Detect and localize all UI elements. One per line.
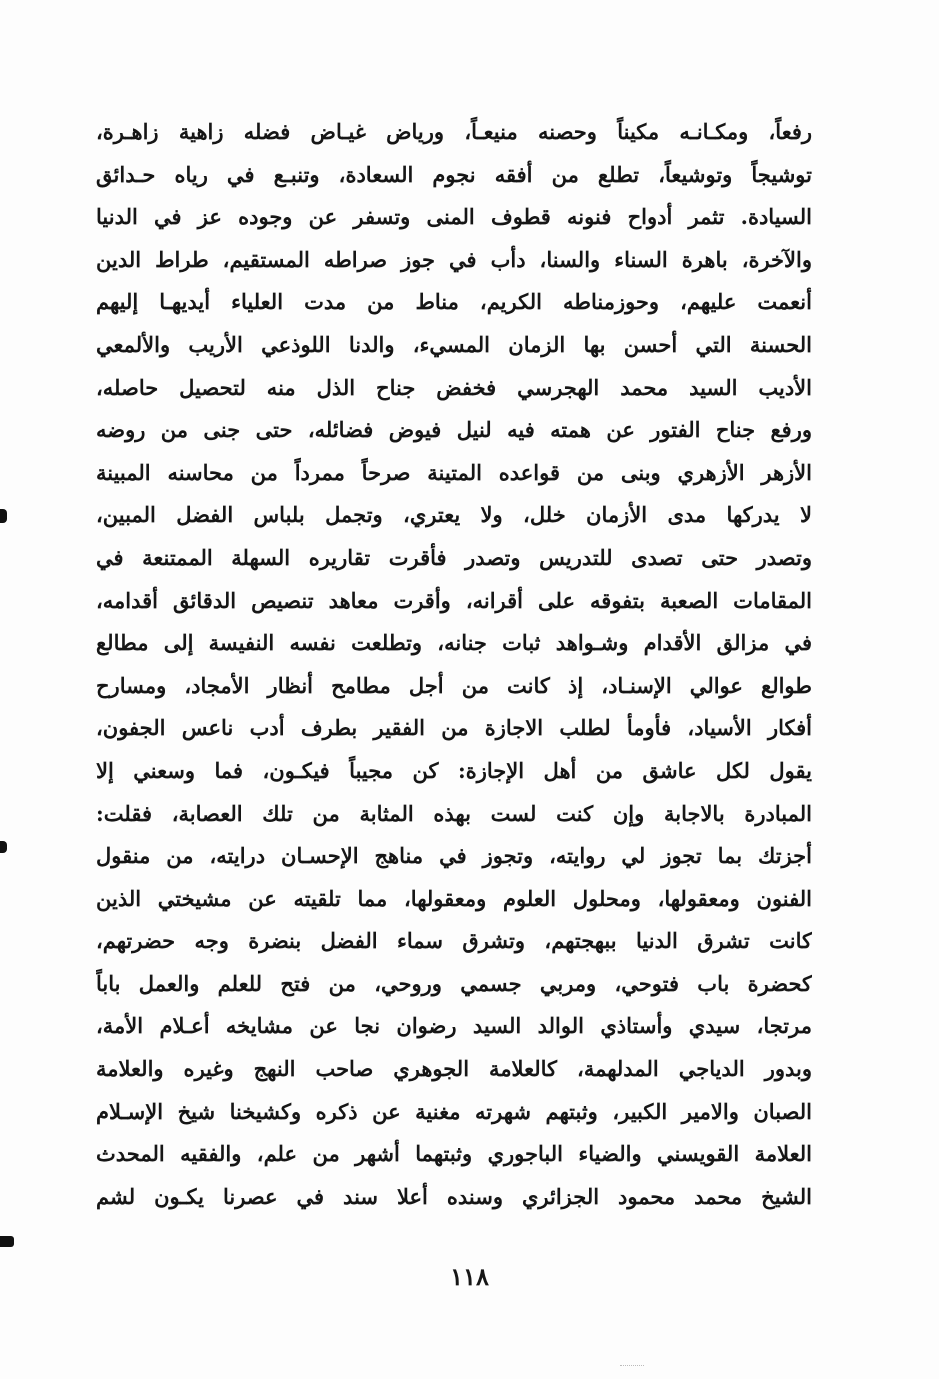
text-line: وتصدر حتى تصدى للتدريس وتصدر فأقرت تقاريره السهلة الممتنعة في: [96, 544, 812, 570]
text-line: يقول لكل عاشق من أهل الإجازة: كن مجيباً فيكـون، فما وسعني إلا: [96, 757, 812, 783]
text-line: ورفع جناح الفتور عن همته فيه لنيل فيوض فضائله، حتى جنى من روضه: [96, 417, 812, 443]
text-line: وبدور الدياجي المدلهمة، كالعلامة الجوهري صاحب النهج وغيره والعلامة: [96, 1056, 812, 1082]
text-line: الفنون ومعقولها، ومحلول العلوم ومعقولها، مما تلقيته عن مشيختي الذين: [96, 885, 812, 911]
binding-mark: [0, 509, 7, 523]
text-line: أجزتك بما تجوز لي روايته، وتجوز في مناهج الإحسـان درايته، من منقول: [96, 843, 812, 869]
text-line: والآخرة، باهرة السناء والسنا، دأب في جوز صراطه المستقيم، طراط الدين: [96, 246, 812, 272]
text-line: المبادرة بالاجابة وإن كنت لست بهذه المثابة من تلك العصابة، فقلت:: [96, 800, 812, 826]
text-line: مرتجا، سيدي وأستاذي الوالد السيد رضوان نجا عن مشايخه أعـلام الأمة،: [96, 1013, 812, 1039]
binding-mark: [0, 841, 7, 853]
text-line: الأديب السيد محمد الهجرسي فخفض جناح الذل منه لتحصيل حاصله،: [96, 374, 812, 400]
text-line: كحضرة باب فتوحي، ومربي جسمي وروحي، من فتح للعلم والعمل باباً: [96, 970, 812, 996]
text-line: الحسنة التي أحسن بها الزمان المسيء، والدنا اللوذعي الأريب والألمعي: [96, 331, 812, 357]
text-line: في مزالق الأقدام وشـواهد ثبات جنانه، وتطلعت نفسه النفيسة إلى مطالع: [96, 630, 812, 656]
text-line: لا يدركها مدى الأزمان خلل، ولا يعتري، وتجمل بلباس الفضل المبين،: [96, 502, 812, 528]
text-line: أفكار الأسياد، فأومأ لطلب الاجازة من الفقير بطرف أدب ناعس الجفون،: [96, 715, 812, 741]
text-line: توشيجاً وتوشيعاً، تطلع من أفقه نجوم السعادة، وتنبـع في رياه حـدائق: [96, 161, 812, 187]
binding-mark: [0, 1236, 14, 1247]
text-line: الشيخ محمد محمود الجزائري وسنده أعلا سند في عصرنا يكـون لشم: [96, 1183, 812, 1209]
text-line: كانت تشرق الدنيا ببهجتهم، وتشرق سماء الفضل بنضرة وجه حضرتهم،: [96, 928, 812, 954]
body-text: [96, 111, 812, 1218]
page-number: ١١٨: [450, 1262, 489, 1291]
text-line: المقامات الصعبة بتفوقه على أقرانه، وأقرت معاهد تنصيص الدقائق أقدامه،: [96, 587, 812, 613]
text-line: الصبان والامير الكبير، وثبتهم شهرته مغنية عن ذكره وكشيخنا شيخ الإسـلام: [96, 1098, 812, 1124]
text-line: أنعمت عليهم، وحوزمناطه الكريم، مناط من مدت العلياء أيديهـا إليهم: [96, 289, 812, 315]
text-line: الأزهر الأزهري وبنى من قواعده المتينة صرحاً ممرداً من محاسنه المبينة: [96, 459, 812, 485]
scan-noise: [620, 1365, 644, 1368]
text-line: طوالع عوالي الإسنـاد، إذ كانت من أجل مطامح أنظار الأمجاد، ومسارح: [96, 672, 812, 698]
text-line: العلامة القويسني والضياء الباجوري وثبتهما أشهر من علم، والفقيه المحدث: [96, 1141, 812, 1167]
text-line: رفعاً، ومكـانـه مكيناً وحصنه منيعـاً، ورياض غيـاض فضله زاهية زاهـرة،: [96, 119, 812, 144]
text-line: السيادة. تثمر أدواح فنونه قطوف المنى وتسفر عن وجوده عز في الدنيا: [96, 204, 812, 230]
